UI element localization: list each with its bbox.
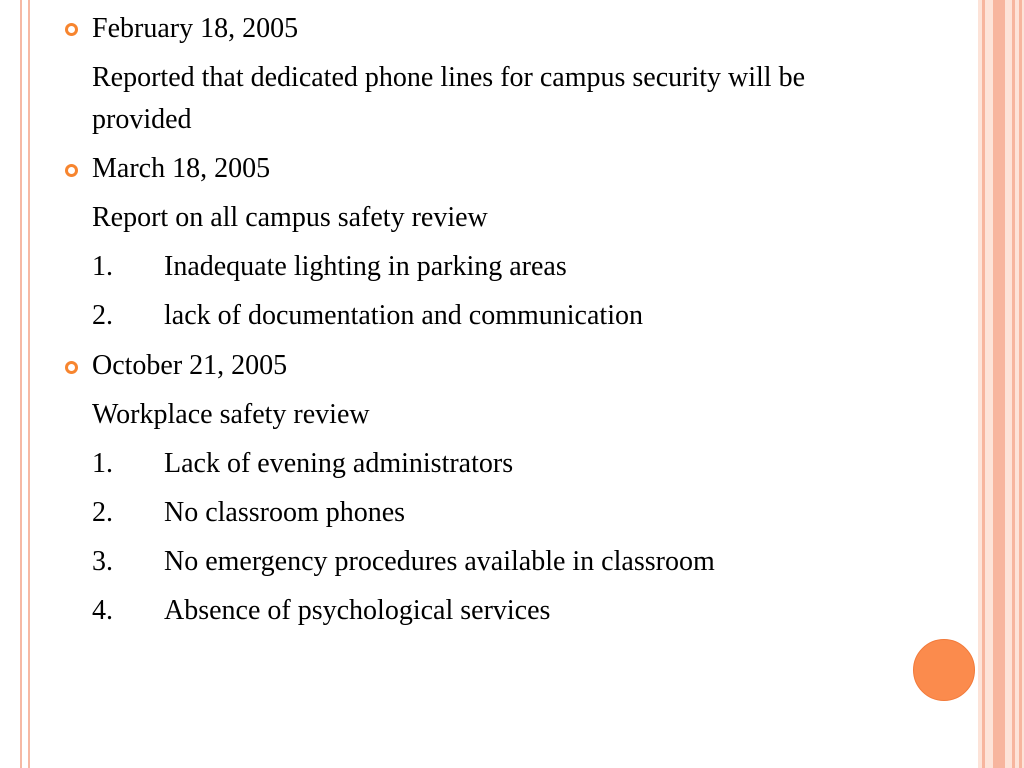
point-text: Inadequate lighting in parking areas xyxy=(164,251,567,282)
numbered-point xyxy=(92,295,643,337)
event-date: February 18, 2005 xyxy=(92,13,299,44)
point-number: 1. xyxy=(92,251,113,282)
numbered-point xyxy=(92,443,513,485)
point-number: 4. xyxy=(92,595,113,626)
point-number: 2. xyxy=(92,300,113,331)
point-text: Absence of psychological services xyxy=(164,595,551,626)
event-description: Workplace safety review xyxy=(92,399,370,430)
point-text: lack of documentation and communication xyxy=(164,300,643,331)
right-stripe xyxy=(1019,0,1022,768)
point-text: No classroom phones xyxy=(164,497,406,528)
numbered-point xyxy=(92,590,550,632)
point-text: No emergency procedures available in classroom xyxy=(164,546,715,577)
event-description: Report on all campus safety review xyxy=(92,202,488,233)
numbered-point xyxy=(92,246,567,288)
right-stripe xyxy=(982,0,985,768)
event-date: March 18, 2005 xyxy=(92,153,271,184)
event-date: October 21, 2005 xyxy=(92,350,288,381)
hollow-circle-bullet-icon xyxy=(65,23,78,36)
numbered-point xyxy=(92,492,405,534)
hollow-circle-bullet-icon xyxy=(65,361,78,374)
point-number: 2. xyxy=(92,497,113,528)
event-description: Reported that dedicated phone lines for campus security will be provided xyxy=(92,62,806,135)
numbered-point xyxy=(92,541,715,583)
right-stripe xyxy=(1012,0,1015,768)
point-number: 1. xyxy=(92,448,113,479)
hollow-circle-bullet-icon xyxy=(65,164,78,177)
point-number: 3. xyxy=(92,546,113,577)
point-text: Lack of evening administrators xyxy=(164,448,514,479)
right-stripe xyxy=(993,0,1005,768)
